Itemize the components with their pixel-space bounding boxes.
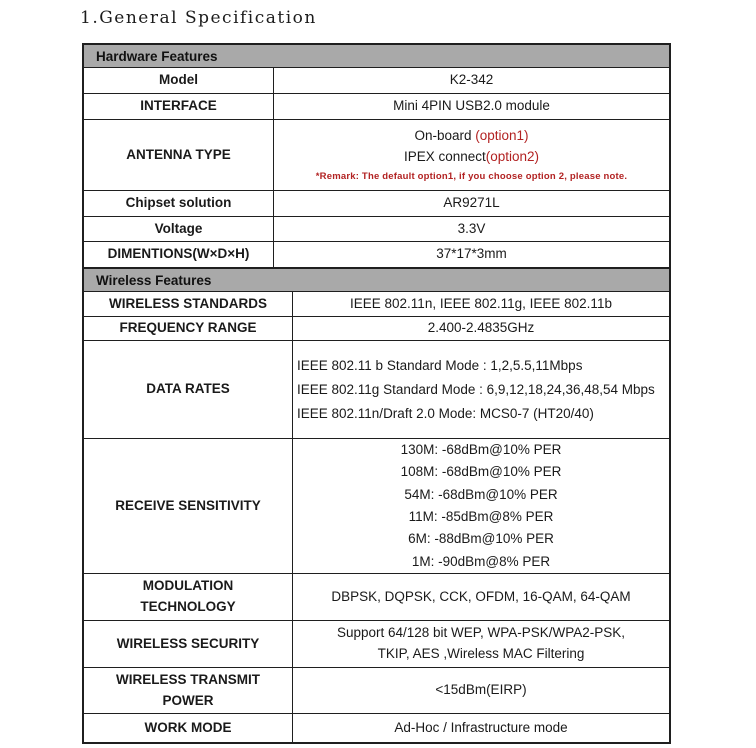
frequency-range-value [293,317,669,340]
model-value [274,68,669,93]
interface-label: INTERFACE [84,94,274,119]
dimensions-value [274,242,669,267]
sensitivity-line-3: 54M: -68dBm@10% PER [404,486,558,502]
wireless-security-value [293,621,669,667]
table-row-interface [84,94,669,120]
data-rates-line-1: IEEE 802.11 b Standard Mode : 1,2,5.5,11Mbps [297,357,583,373]
wireless-standards-value [293,292,669,316]
interface-value [274,94,669,119]
table-row-wireless-standards [84,292,669,317]
wireless-security-label: WIRELESS SECURITY [84,621,293,667]
transmit-power-value-text: <15dBm(EIRP) [435,682,527,698]
work-mode-value [293,714,669,742]
antenna-option1-red: (option1) [475,128,529,144]
antenna-type-label: ANTENNA TYPE [84,120,274,190]
transmit-power-value [293,668,669,713]
work-mode-value-text: Ad-Hoc / Infrastructure mode [394,719,568,735]
dimensions-label: DIMENTIONS(W×D×H) [84,242,274,267]
table-row-antenna-type [84,120,669,191]
work-mode-label: WORK MODE [84,714,293,742]
chipset-value-text: AR9271L [443,195,500,211]
interface-value-text: Mini 4PIN USB2.0 module [393,98,550,114]
modulation-value-text: DBPSK, DQPSK, CCK, OFDM, 16-QAM, 64-QAM [331,588,631,604]
table-row-voltage [84,217,669,242]
antenna-option2-red: (option2) [485,149,540,165]
frequency-range-label: FREQUENCY RANGE [84,317,293,340]
sensitivity-line-6: 1M: -90dBm@8% PER [411,553,551,569]
antenna-type-value [274,120,669,190]
data-rates-label: DATA RATES [84,341,293,438]
sensitivity-line-1: 130M: -68dBm@10% PER [400,441,562,457]
section-header-wireless-label: Wireless Features [96,272,212,288]
table-row-data-rates [84,341,669,439]
receive-sensitivity-value [293,439,669,573]
wireless-security-line-2: TKIP, AES ,Wireless MAC Filtering [377,646,585,661]
chipset-value [274,191,669,216]
model-label: Model [84,68,274,93]
chipset-label: Chipset solution [84,191,274,216]
modulation-label: MODULATION TECHNOLOGY [84,574,293,620]
data-rates-line-2: IEEE 802.11g Standard Mode : 6,9,12,18,24,36,48,54 Mbps [297,381,655,397]
antenna-option1-line [414,125,528,146]
spec-table [82,43,671,744]
table-row-dimensions [84,242,669,268]
table-row-frequency-range [84,317,669,341]
antenna-option2-text: IPEX connect [403,149,486,165]
voltage-value-text: 3.3V [457,220,486,236]
voltage-value [274,217,669,241]
data-rates-line-3: IEEE 802.11n/Draft 2.0 Mode: MCS0-7 (HT20/40) [297,405,594,421]
sensitivity-line-4: 11M: -85dBm@8% PER [408,509,554,524]
section-header-hardware [84,45,669,68]
sensitivity-line-2: 108M: -68dBm@10% PER [400,464,562,480]
table-row-receive-sensitivity [84,439,669,574]
wireless-standards-label: WIRELESS STANDARDS [84,292,293,316]
section-header-wireless [84,268,669,292]
sensitivity-line-5: 6M: -88dBm@10% PER [408,531,554,547]
receive-sensitivity-label: RECEIVE SENSITIVITY [84,439,293,573]
table-row-work-mode [84,714,669,742]
section-header-hardware-label: Hardware Features [96,48,218,64]
dimensions-value-text: 37*17*3mm [436,246,507,262]
model-value-text: K2-342 [449,72,494,88]
table-row-transmit-power [84,668,669,714]
table-row-wireless-security [84,621,669,668]
antenna-option2-line [404,146,539,167]
antenna-remark: *Remark: The default option1, if you choose option 2, please note. [315,171,628,183]
frequency-range-value-text: 2.400-2.4835GHz [427,320,535,336]
wireless-security-line-1: Support 64/128 bit WEP, WPA-PSK/WPA2-PSK, [336,625,626,641]
antenna-option1-text: On-board [414,128,476,144]
voltage-label: Voltage [84,217,274,241]
page-title: 1.General Specification [80,8,317,28]
table-row-modulation [84,574,669,621]
modulation-value [293,574,669,620]
table-row-chipset [84,191,669,217]
transmit-power-label: WIRELESS TRANSMIT POWER [84,668,293,713]
table-row-model [84,68,669,94]
wireless-standards-value-text: IEEE 802.11n, IEEE 802.11g, IEEE 802.11b [350,295,612,311]
data-rates-value [293,341,669,438]
